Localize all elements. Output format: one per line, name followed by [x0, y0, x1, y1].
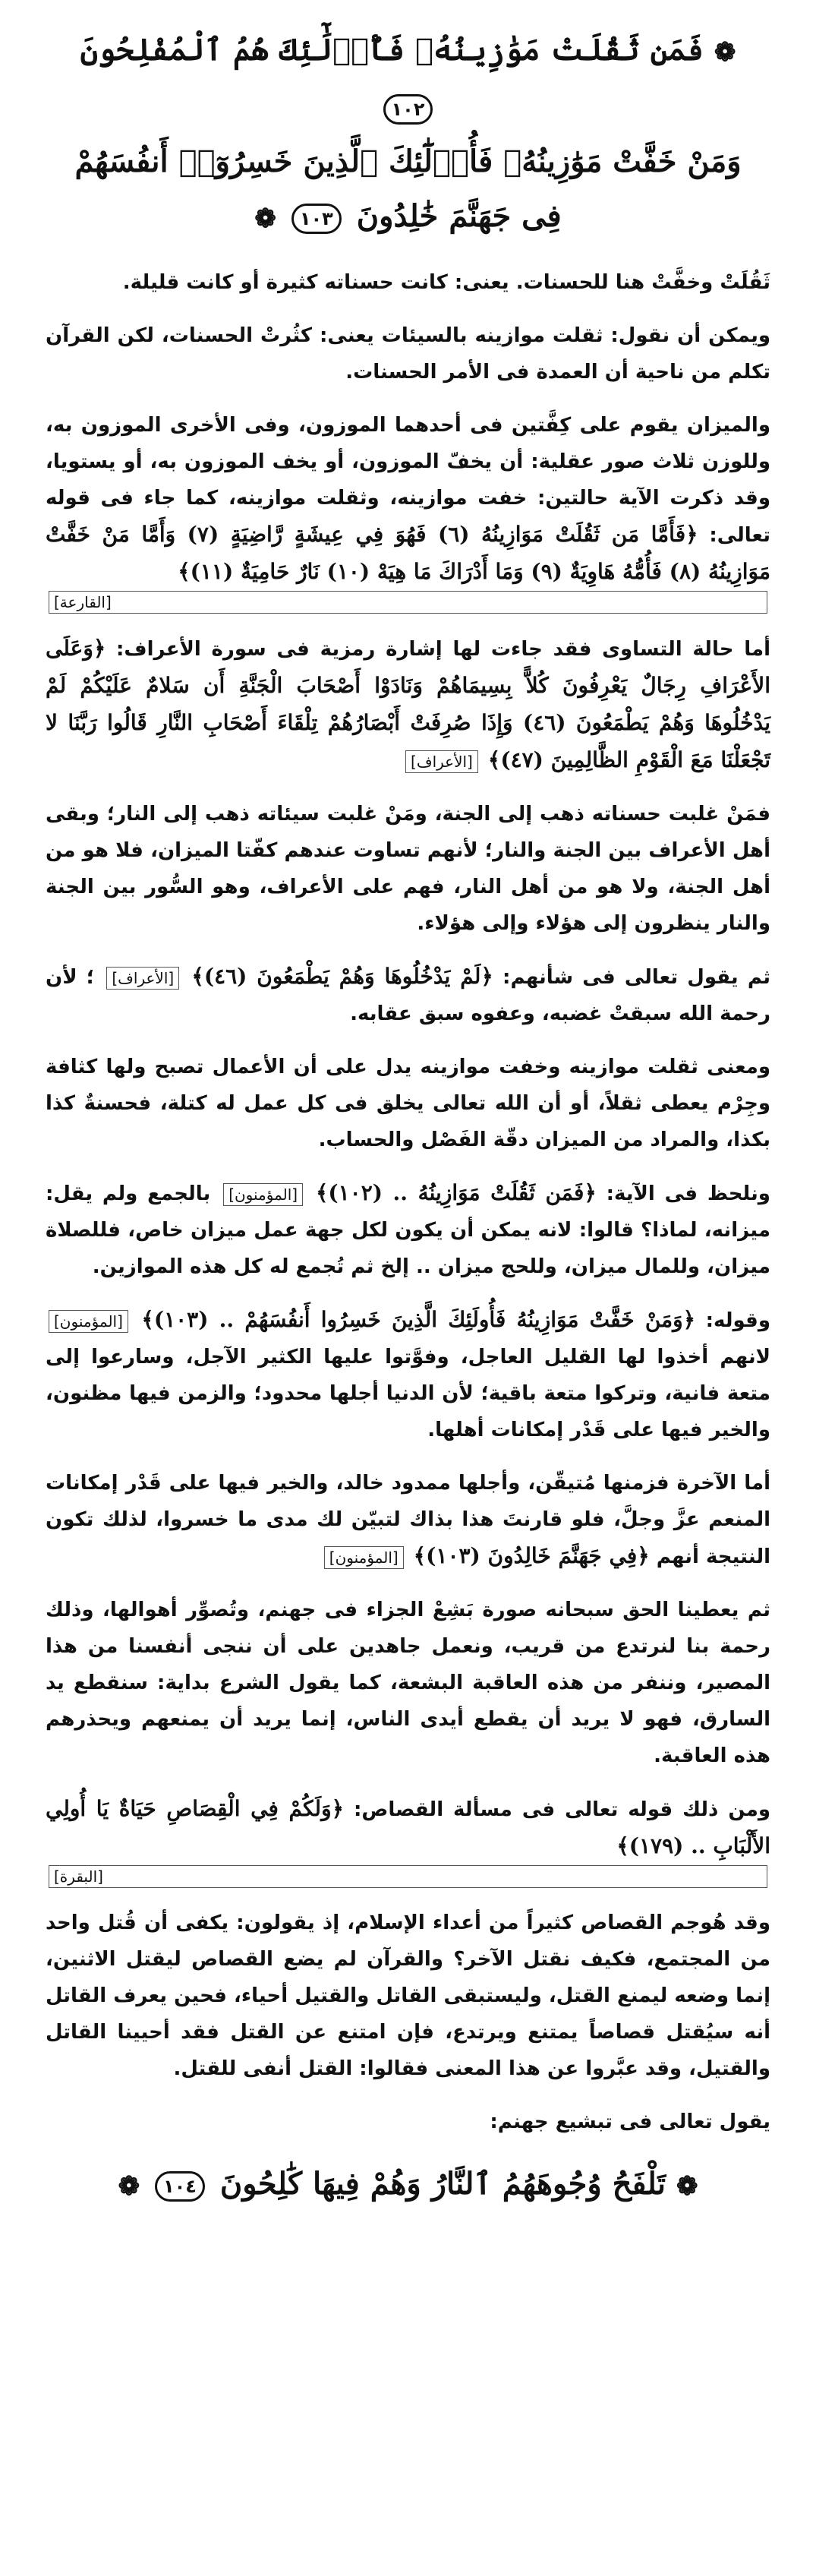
verse-line-3	[46, 189, 770, 246]
verse-text-1: فَمَن ثَقُلَتْ مَوَٰزِينُهُۥ فَأُو۟لَٰٓئِكَ هُمُ ٱلْمُفْلِحُونَ	[80, 32, 704, 68]
paragraph-13: وقد هُوجم القصاص كثيراً من أعداء الإسلام، إذ يقولون: يكفى أن قُتل واحد من المجتمع، فكيف نقتل الآخر؟ والقرآن لم يضع القصاص ليقتل الاثنين، إنما وضعه ليمنع القتل، وليستبقى القاتل والقتيل أحياء، فحين يعرف القاتل أنه سيُقتل قصاصاً يمتنع ويرتدع، فإن امتنع عن القتل فقد أحيينا القاتل والقتيل، وقد عبَّروا عن هذا المعنى فقالوا: القتل أنفى للقتل.	[46, 1911, 770, 2080]
verse-number: ١٠٢	[383, 94, 433, 125]
verse-text: تَلْفَحُ وُجُوهَهُمُ ٱلنَّارُ وَهُمْ فِيهَا كَٰلِحُونَ	[219, 2166, 666, 2202]
paragraph-text: ومن ذلك قوله تعالى فى مسألة القصاص:	[353, 1798, 770, 1821]
paragraph-text-tail: بالجمع ولم يقل: ميزانه، لماذا؟ قالوا: لانه يمكن أن يكون لكل جهة عمل ميزان خاص، فللصلاة ميزان، وللمال ميزان، وللحج ميزان .. إلخ ثم تُجمع له كل هذه الموازين.	[46, 1182, 770, 1278]
paragraph-1: ثَقُلَتْ وخفَّتْ هنا للحسنات. يعنى: كانت حسناته كثيرة أو كانت قليلة.	[122, 271, 770, 294]
paragraph-text: ونلحظ فى الآية:	[606, 1182, 770, 1205]
paragraph-12	[46, 1791, 770, 1888]
paragraph-10	[46, 1465, 770, 1575]
paragraph-text: والميزان يقوم على كِفَّتين فى أحدهما الموزون، وفى الأخرى الموزون به، وللوزن ثلاث صور عقلية: أن يخفّ الموزون، أو يخف الموزون به، أو يستويا، وقد ذكرت الآية حالتين: خفت موازينه، وثقلت موازينه، كما جاء فى قوله تعالى:	[46, 414, 770, 547]
paragraph-text: وقوله:	[705, 1309, 770, 1332]
quran-quote: ﴿وَلَكُمْ فِي الْقِصَاصِ حَيَاةٌ يَا أُولِي الأَلْبَابِ .. (١٧٩)﴾	[46, 1796, 770, 1858]
surah-reference: [المؤمنون]	[324, 1546, 404, 1569]
paragraph-11: ثم يعطينا الحق سبحانه صورة بَشِعْ الجزاء فى جهنم، وتُصوِّر أهوالها، وذلك رحمة بنا لنرتدع من قريب، ونعمل جاهدين على أن ننجى أنفسنا من هذا المصير، وننفر من هذه العاقبة البشعة، كما يقول الشرع بداية: سنقطع يد السارق، فهو لا يريد أن يقطع أيدى الناس، إنما يريد أن يمنعهم ويحذرهم هذه العاقبة.	[46, 1599, 770, 1767]
surah-reference: [المؤمنون]	[49, 1310, 128, 1333]
ornament-icon: ❁	[676, 2171, 698, 2202]
verse-number: ١٠٣	[291, 204, 342, 234]
paragraph-text-tail: ؛ لأن رحمة الله سبقتْ غضبه، وعفوه سبق عقابه.	[46, 966, 770, 1025]
quran-quote: ﴿وَعَلَى الأَعْرَافِ رِجَالٌ يَعْرِفُونَ كُلاًّ بِسِيمَاهُمْ وَنَادَوْا أَصْحَابَ الْجَنَّةِ أَن سَلامٌ عَلَيْكُمْ لَمْ يَدْخُلُوهَا وَهُمْ يَطْمَعُونَ (٤٦) وَإِذَا صُرِفَتْ أَبْصَارُهُمْ تِلْقَاءَ أَصْحَابِ النَّارِ قَالُوا رَبَّنَا لا تَجْعَلْنَا مَعَ الْقَوْمِ الظَّالِمِينَ (٤٧)﴾	[46, 636, 771, 772]
ornament-icon: ❁	[118, 2171, 140, 2202]
ornament-icon: ❁	[254, 204, 276, 234]
quran-quote: ﴿فِي جَهَنَّمَ خَالِدُونَ (١٠٣)﴾	[413, 1543, 650, 1568]
surah-reference: [الأعراف]	[106, 967, 179, 990]
paragraph-5: فمَنْ غلبت حسناته ذهب إلى الجنة، ومَنْ غلبت سيئاته ذهب إلى النار؛ وبقى أهل الأعراف بين الجنة والنار؛ لأنهم تساوت عندهم كفّتا الميزان، فلا هو من أهل الجنة، ولا هو من أهل النار، فهم على الأعراف، وهو السُّور بين الجنة والنار ينظرون إلى هؤلاء وإلى هؤلاء.	[46, 803, 770, 935]
quran-quote: ﴿فَمَن ثَقُلَتْ مَوَازِينُهُ .. (١٠٢)﴾	[315, 1180, 597, 1205]
paragraph-text: أما الآخرة فزمنها مُتيقّن، وأجلها ممدود خالد، والخير فيها على قَدْر إمكانات المنعم عزَّ وجلَّ، فلو قارنتَ هذا بذاك لتبيّن لك مدى ما خسروا، لذلك تكون النتيجة أنهم	[46, 1472, 770, 1568]
quran-quote: ﴿لَمْ يَدْخُلُوهَا وَهُمْ يَطْمَعُونَ (٤٦)﴾	[191, 964, 493, 989]
paragraph-2: ويمكن أن نقول: ثقلت موازينه بالسيئات يعنى: كثُرتْ الحسنات، لكن القرآن تكلم من ناحية أن العمدة فى الأمر الحسنات.	[46, 324, 770, 384]
paragraph-7: ومعنى ثقلت موازينه وخفت موازينه يدل على أن الأعمال تصبح ولها كثافة وجِرْم يعطى ثقلاً، أو أن الله تعالى يخلق فى كل عمل له كتلة، فحسنةٌ كذا بكذا، والمراد من الميزان دقّة الفَصْل والحساب.	[46, 1056, 770, 1151]
bottom-quran-verse	[46, 2157, 770, 2214]
quran-quote: ﴿وَمَنْ خَفَّتْ مَوَازِينُهُ فَأُولَئِكَ الَّذِينَ خَسِرُوا أَنفُسَهُمْ .. (١٠٣)﴾	[141, 1307, 696, 1332]
paragraph-text: أما حالة التساوى فقد جاءت لها إشارة رمزية فى سورة الأعراف:	[116, 638, 770, 661]
verse-text-2: وَمَنْ خَفَّتْ مَوَٰزِينُهُۥ فَأُو۟لَٰٓئِكَ ٱلَّذِينَ خَسِرُوٓا۟ أَنفُسَهُمْ	[74, 144, 742, 179]
verse-line-2	[46, 134, 770, 189]
verse-number: ١٠٤	[155, 2171, 205, 2202]
paragraph-14: يقول تعالى فى تبشيع جهنم:	[490, 2110, 770, 2133]
paragraph-8	[46, 1175, 770, 1285]
ornament-icon: ❁	[714, 37, 736, 68]
paragraph-4	[46, 630, 770, 779]
paragraph-text: ثم يقول تعالى فى شأنهم:	[503, 966, 770, 989]
surah-reference: [القارعة]	[49, 591, 767, 614]
surah-reference: [الأعراف]	[405, 750, 478, 773]
verse-text-3: فِى جَهَنَّمَ خَٰلِدُونَ	[356, 198, 562, 234]
surah-reference: [المؤمنون]	[223, 1183, 303, 1206]
quran-quote: ﴿فَأَمَّا مَن ثَقُلَتْ مَوَازِينُهُ (٦) فَهُوَ فِي عِيشَةٍ رَّاضِيَةٍ (٧) وَأَمَّا مَنْ خَفَّتْ مَوَازِينُهُ (٨) فَأُمُّهُ هَاوِيَةٌ (٩) وَمَا أَدْرَاكَ مَا هِيَهْ (١٠) نَارٌ حَامِيَةٌ (١١)﴾	[46, 522, 770, 584]
paragraph-3	[46, 407, 770, 614]
top-quran-verse	[46, 23, 770, 246]
paragraph-9	[46, 1302, 770, 1448]
verse-line-1	[46, 23, 770, 134]
surah-reference: [البقرة]	[49, 1865, 767, 1888]
paragraph-text-tail: لانهم أخذوا لها القليل العاجل، وفوَّتوا عليها الكثير الآجل، وسارعوا إلى متعة فانية، وتركوا متعة باقية؛ لأن الدنيا أجلها محدود؛ والزمن فيها مظنون، والخير فيها على قَدْر إمكانات أهلها.	[46, 1346, 770, 1441]
paragraph-6	[46, 958, 770, 1032]
